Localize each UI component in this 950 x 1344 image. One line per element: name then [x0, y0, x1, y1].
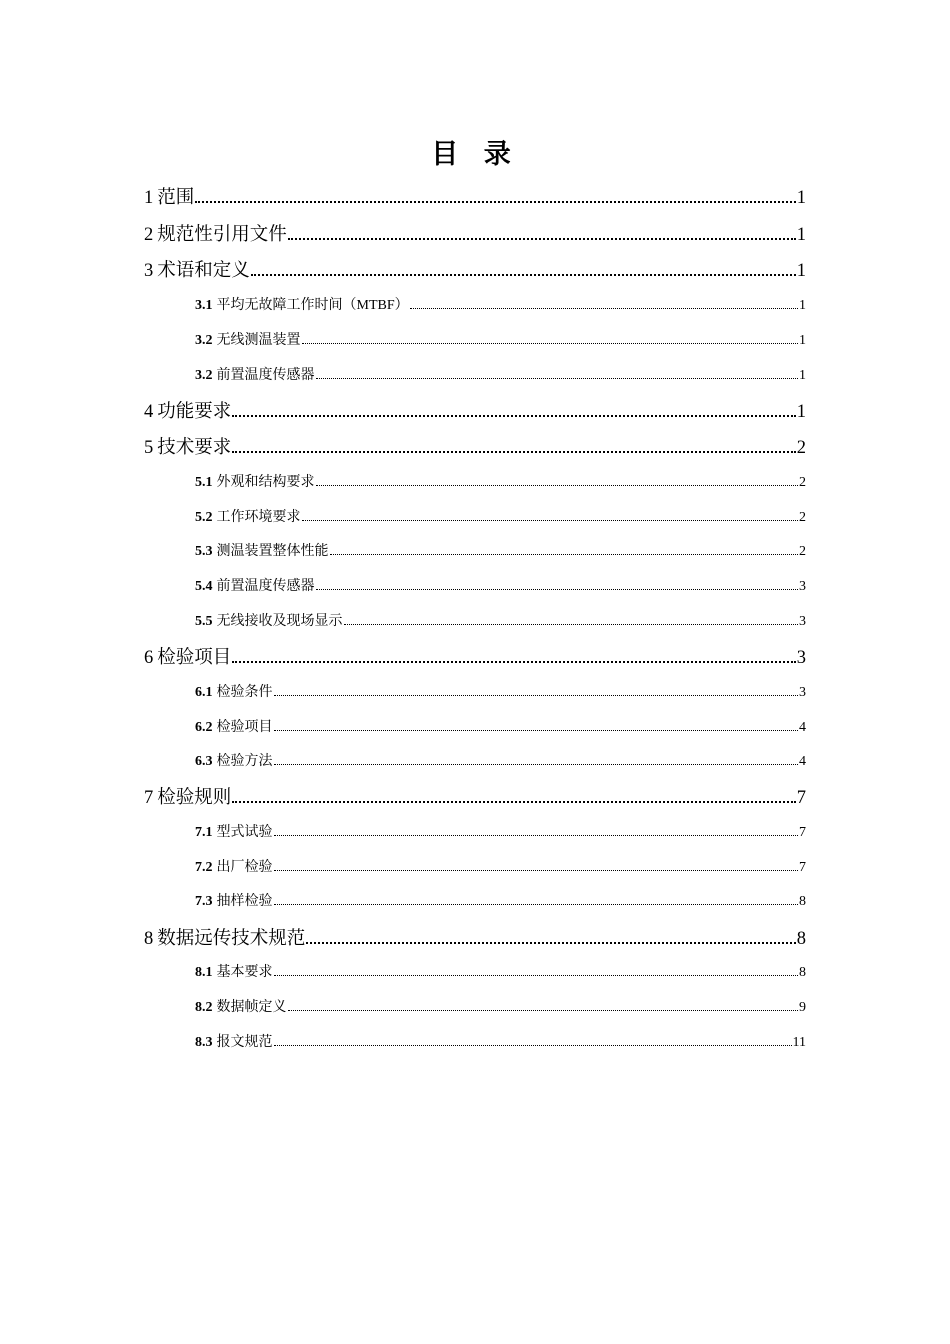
toc-entry-title: 检验项目: [216, 720, 273, 735]
dot-leader: [288, 1010, 799, 1011]
toc-entry-number: 5.3: [195, 544, 213, 559]
toc-entry-title: 检验方法: [216, 754, 273, 769]
toc-entry-number: 5.5: [195, 614, 213, 629]
dot-leader: [251, 274, 796, 276]
dot-leader: [274, 730, 799, 731]
toc-entry-page: 1: [799, 333, 806, 348]
toc-entry-title: 检验条件: [216, 685, 273, 700]
toc-subentry[interactable]: [195, 329, 806, 349]
toc-entry[interactable]: [144, 783, 806, 807]
toc-entry-page: 1: [796, 225, 806, 245]
toc-entry[interactable]: [144, 256, 806, 280]
toc-subentry[interactable]: [195, 506, 806, 526]
toc-entry-page: 3: [799, 579, 806, 594]
toc-entry-number: 3.2: [195, 368, 213, 383]
toc-entry-number: 5.4: [195, 579, 213, 594]
toc-entry-number: 3.1: [195, 298, 213, 313]
dot-leader: [232, 661, 795, 663]
toc-entry-title: 技术要求: [157, 438, 232, 458]
toc-entry-number: 4: [144, 402, 154, 422]
toc-entry-title: 工作环境要求: [216, 510, 301, 525]
toc-subentry[interactable]: [195, 890, 806, 910]
toc-entry-page: 2: [799, 475, 806, 490]
toc-entry-title: 检验规则: [157, 788, 232, 808]
toc-entry-number: 6: [144, 648, 154, 668]
toc-subentry[interactable]: [195, 540, 806, 560]
toc-entry-number: 5.1: [195, 475, 213, 490]
toc-entry[interactable]: [144, 183, 806, 207]
dot-leader: [274, 870, 799, 871]
toc-entry-title: 外观和结构要求: [216, 475, 315, 490]
dot-leader: [288, 238, 796, 240]
toc-entry-title: 范围: [157, 188, 195, 208]
toc-entry-number: 1: [144, 188, 154, 208]
toc-entry-page: 4: [799, 720, 806, 735]
toc-subentry[interactable]: [195, 575, 806, 595]
toc-entry-number: 3: [144, 261, 154, 281]
toc-subentry[interactable]: [195, 364, 806, 384]
toc-entry-page: 1: [799, 298, 806, 313]
toc-entry-number: 5: [144, 438, 154, 458]
toc-entry-page: 9: [799, 1000, 806, 1015]
toc-entry-page: 8: [796, 929, 806, 949]
toc-entry[interactable]: [144, 397, 806, 421]
dot-leader: [344, 624, 799, 625]
toc-entry-page: 11: [792, 1035, 806, 1050]
dot-leader: [232, 451, 795, 453]
toc-entry-page: 8: [799, 965, 806, 980]
toc-entry-title: 前置温度传感器: [216, 368, 315, 383]
dot-leader: [410, 308, 798, 309]
toc-subentry[interactable]: [195, 610, 806, 630]
dot-leader: [316, 485, 799, 486]
toc-entry-number: 8: [144, 929, 154, 949]
toc-entry-page: 1: [799, 368, 806, 383]
toc-entry-number: 6.1: [195, 685, 213, 700]
toc-entry-title: 出厂检验: [216, 860, 273, 875]
dot-leader: [195, 201, 795, 203]
dot-leader: [302, 520, 799, 521]
toc-entry-page: 8: [799, 894, 806, 909]
toc-entry-number: 7.3: [195, 894, 213, 909]
toc-entry-page: 7: [796, 788, 806, 808]
dot-leader: [316, 378, 799, 379]
toc-entry[interactable]: [144, 924, 806, 948]
toc-subentry[interactable]: [195, 961, 806, 981]
toc-entry-page: 7: [799, 860, 806, 875]
toc-subentry[interactable]: [195, 996, 806, 1016]
toc-entry-page: 1: [796, 188, 806, 208]
toc-entry-page: 3: [799, 685, 806, 700]
toc-entry-number: 3.2: [195, 333, 213, 348]
dot-leader: [302, 343, 799, 344]
toc-entry-title: 功能要求: [157, 402, 232, 422]
toc-entry-number: 6.3: [195, 754, 213, 769]
toc-entry-title: 数据帧定义: [216, 1000, 287, 1015]
dot-leader: [232, 415, 795, 417]
toc-entry[interactable]: [144, 643, 806, 667]
dot-leader: [274, 835, 799, 836]
toc-subentry[interactable]: [195, 716, 806, 736]
toc-entry-title: 报文规范: [216, 1035, 273, 1050]
toc-entry-page: 2: [799, 510, 806, 525]
toc-entry-page: 1: [796, 402, 806, 422]
dot-leader: [316, 589, 799, 590]
toc-subentry[interactable]: [195, 821, 806, 841]
toc-entry-title: 基本要求: [216, 965, 273, 980]
toc-entry-number: 2: [144, 225, 154, 245]
toc-subentry[interactable]: [195, 1031, 806, 1051]
dot-leader: [232, 801, 795, 803]
toc-subentry[interactable]: [195, 294, 806, 314]
toc-entry-title: 术语和定义: [157, 261, 250, 281]
toc-entry-title: 平均无故障工作时间（MTBF）: [216, 298, 409, 313]
dot-leader: [274, 764, 799, 765]
toc-entry-title: 测温装置整体性能: [216, 544, 329, 559]
toc-subentry[interactable]: [195, 471, 806, 491]
toc-entry[interactable]: [144, 220, 806, 244]
toc-entry-title: 规范性引用文件: [157, 225, 287, 245]
toc-entry-number: 7.1: [195, 825, 213, 840]
dot-leader: [330, 554, 799, 555]
toc-entry-number: 6.2: [195, 720, 213, 735]
toc-entry-number: 8.3: [195, 1035, 213, 1050]
toc-subentry[interactable]: [195, 681, 806, 701]
toc-entry-title: 数据远传技术规范: [157, 929, 306, 949]
toc-entry-title: 抽样检验: [216, 894, 273, 909]
dot-leader: [274, 1045, 792, 1046]
dot-leader: [274, 904, 799, 905]
toc-entry-number: 8.2: [195, 1000, 213, 1015]
toc-entry-number: 8.1: [195, 965, 213, 980]
toc-entry-page: 3: [796, 648, 806, 668]
toc-entry-title: 前置温度传感器: [216, 579, 315, 594]
dot-leader: [306, 942, 795, 944]
toc-entry-page: 3: [799, 614, 806, 629]
toc-entry-number: 7.2: [195, 860, 213, 875]
toc-entry-page: 1: [796, 261, 806, 281]
toc-entry-title: 检验项目: [157, 648, 232, 668]
toc-subentry[interactable]: [195, 856, 806, 876]
toc-entry-page: 4: [799, 754, 806, 769]
toc-entry-title: 无线测温装置: [216, 333, 301, 348]
toc-entry-page: 7: [799, 825, 806, 840]
dot-leader: [274, 695, 799, 696]
toc-entry-number: 7: [144, 788, 154, 808]
toc-entry-title: 型式试验: [216, 825, 273, 840]
toc-entry-page: 2: [796, 438, 806, 458]
toc-subentry[interactable]: [195, 750, 806, 770]
dot-leader: [274, 975, 799, 976]
toc-entry[interactable]: [144, 433, 806, 457]
toc-entry-page: 2: [799, 544, 806, 559]
toc-entry-number: 5.2: [195, 510, 213, 525]
page-title: 目 录: [431, 139, 519, 170]
toc-entry-title: 无线接收及现场显示: [216, 614, 343, 629]
